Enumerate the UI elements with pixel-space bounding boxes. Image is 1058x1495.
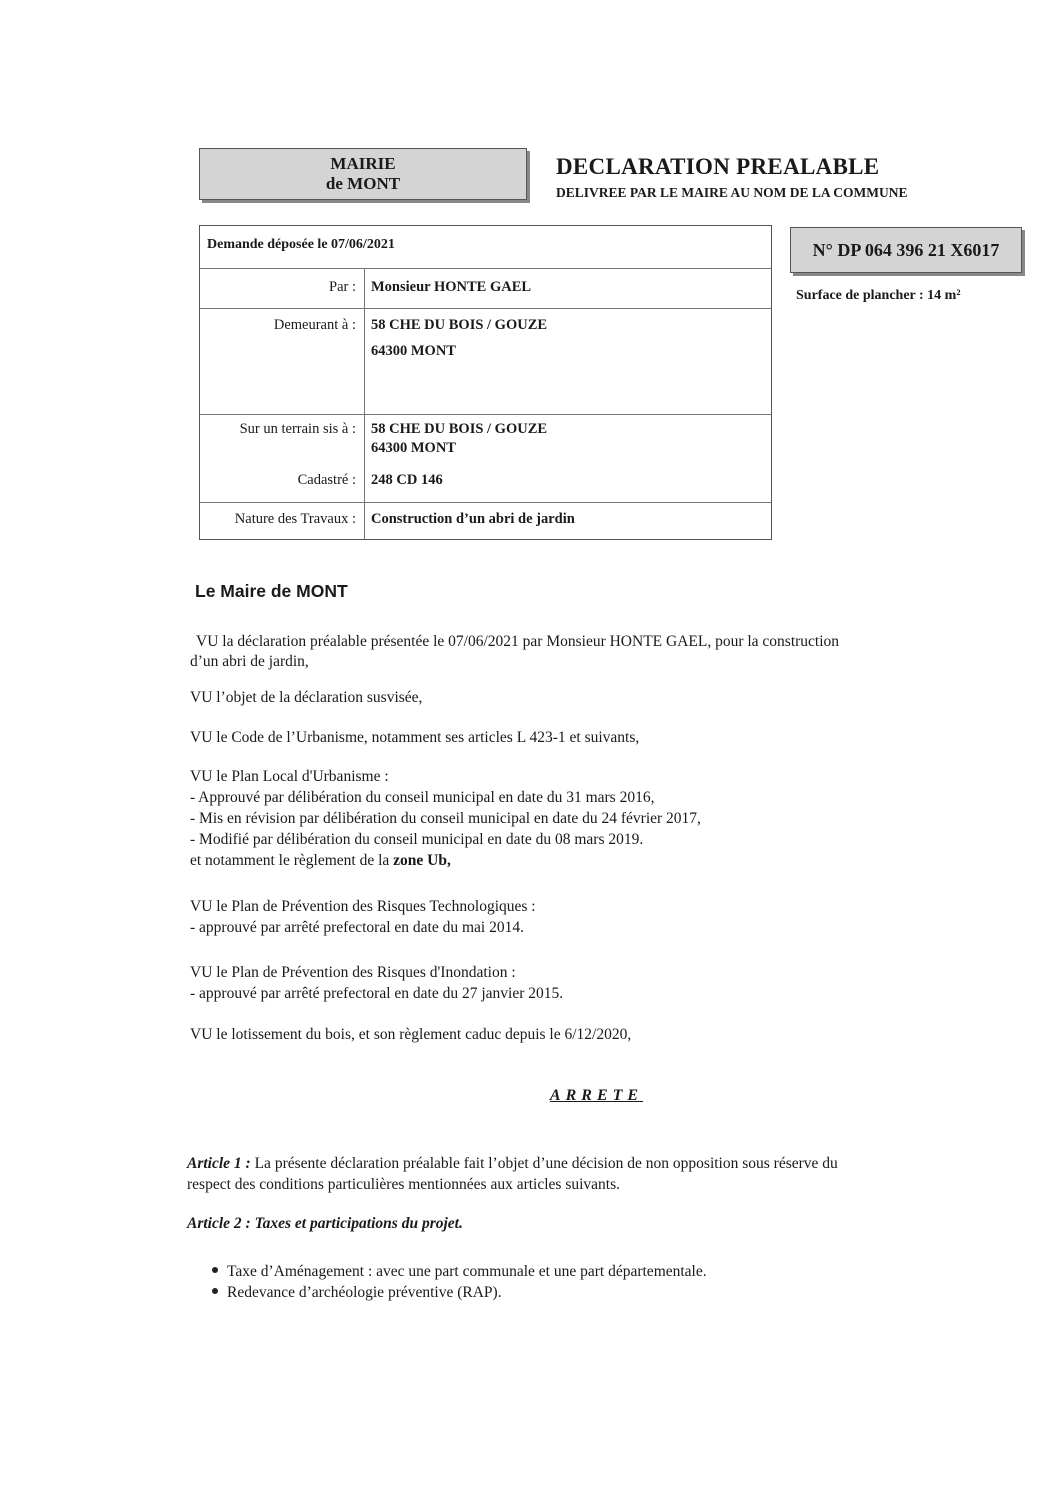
vu-code-urbanisme: VU le Code de l’Urbanisme, notamment ses articles L 423-1 et suivants,: [190, 729, 640, 746]
plu-zone-name: zone Ub,: [393, 852, 451, 869]
terrain-line1: 58 CHE DU BOIS / GOUZE: [371, 421, 548, 437]
residence-label: Demeurant à :: [273, 317, 356, 333]
bullet-text: Redevance d’archéologie préventive (RAP).: [227, 1284, 502, 1301]
request-info-table: [199, 225, 772, 540]
article-1-line1: [187, 1153, 838, 1174]
residence-line1: 58 CHE DU BOIS / GOUZE: [371, 317, 548, 333]
document-subtitle: DELIVREE PAR LE MAIRE AU NOM DE LA COMMUNE: [556, 185, 908, 200]
demande-date: Demande déposée le 07/06/2021: [207, 237, 395, 252]
plu-zone-prefix: et notamment le règlement de la: [190, 852, 394, 869]
list-item: [212, 1284, 502, 1302]
vu-declaration-line1: VU la déclaration préalable présentée le 07/06/2021 par Monsieur HONTE GAEL, pour la construction: [196, 633, 840, 650]
row-applicant: [200, 268, 771, 309]
row-nature: [200, 502, 771, 539]
ppri-approuve: - approuvé par arrêté prefectoral en date du 27 janvier 2015.: [190, 985, 564, 1002]
mairie-line1: MAIRIE: [330, 154, 396, 173]
vu-plu-title: VU le Plan Local d'Urbanisme :: [190, 768, 389, 785]
nature-label: Nature des Travaux :: [234, 511, 356, 527]
vu-ppri-title: VU le Plan de Prévention des Risques d'Inondation :: [190, 964, 516, 981]
article-1-label: Article 1 :: [187, 1155, 251, 1172]
plu-modifie: - Modifié par délibération du conseil municipal en date du 08 mars 2019.: [190, 831, 644, 848]
plu-zone: [190, 850, 451, 871]
bullet-icon: [212, 1267, 218, 1273]
dossier-number-box: [790, 227, 1022, 273]
mairie-header-box: [199, 148, 527, 200]
article-1-text: La présente déclaration préalable fait l’objet d’une décision de non opposition sous réserve du: [250, 1155, 838, 1172]
vu-declaration-line2: d’un abri de jardin,: [190, 653, 309, 670]
bullet-text: Taxe d’Aménagement : avec une part communale et une part départementale.: [227, 1263, 707, 1280]
arrete-heading: ARRETE: [549, 1087, 644, 1104]
surface-plancher: Surface de plancher : 14 m²: [796, 288, 961, 303]
cadastre-value: 248 CD 146: [371, 472, 443, 488]
applicant-label: Par :: [329, 279, 356, 295]
article-1-line2: respect des conditions particulières mentionnées aux articles suivants.: [187, 1176, 621, 1193]
dossier-number: N° DP 064 396 21 X6017: [812, 239, 1000, 260]
vu-pprt-title: VU le Plan de Prévention des Risques Technologiques :: [190, 898, 536, 915]
document-title: DECLARATION PREALABLE: [556, 154, 880, 179]
applicant-name: Monsieur HONTE GAEL: [371, 279, 532, 295]
row-demande: [200, 226, 771, 269]
plu-approuve: - Approuvé par délibération du conseil municipal en date du 31 mars 2016,: [190, 789, 655, 806]
vu-lotissement: VU le lotissement du bois, et son règlement caduc depuis le 6/12/2020,: [190, 1026, 632, 1043]
nature-value: Construction d’un abri de jardin: [371, 511, 575, 527]
pprt-approuve: - approuvé par arrêté prefectoral en date du mai 2014.: [190, 919, 524, 936]
article-2-title: Article 2 : Taxes et participations du projet.: [187, 1215, 463, 1232]
terrain-label: Sur un terrain sis à :: [239, 421, 356, 437]
terrain-line2: 64300 MONT: [371, 440, 456, 456]
row-terrain: [200, 414, 771, 503]
cadastre-label: Cadastré :: [297, 472, 356, 488]
maire-heading: Le Maire de MONT: [195, 581, 348, 601]
row-residence: [200, 308, 771, 415]
bullet-icon: [212, 1288, 218, 1294]
vu-objet: VU l’objet de la déclaration susvisée,: [190, 689, 423, 706]
list-item: [212, 1263, 707, 1281]
plu-revision: - Mis en révision par délibération du conseil municipal en date du 24 février 2017,: [190, 810, 701, 827]
residence-line2: 64300 MONT: [371, 343, 456, 359]
mairie-line2: de MONT: [325, 174, 401, 193]
